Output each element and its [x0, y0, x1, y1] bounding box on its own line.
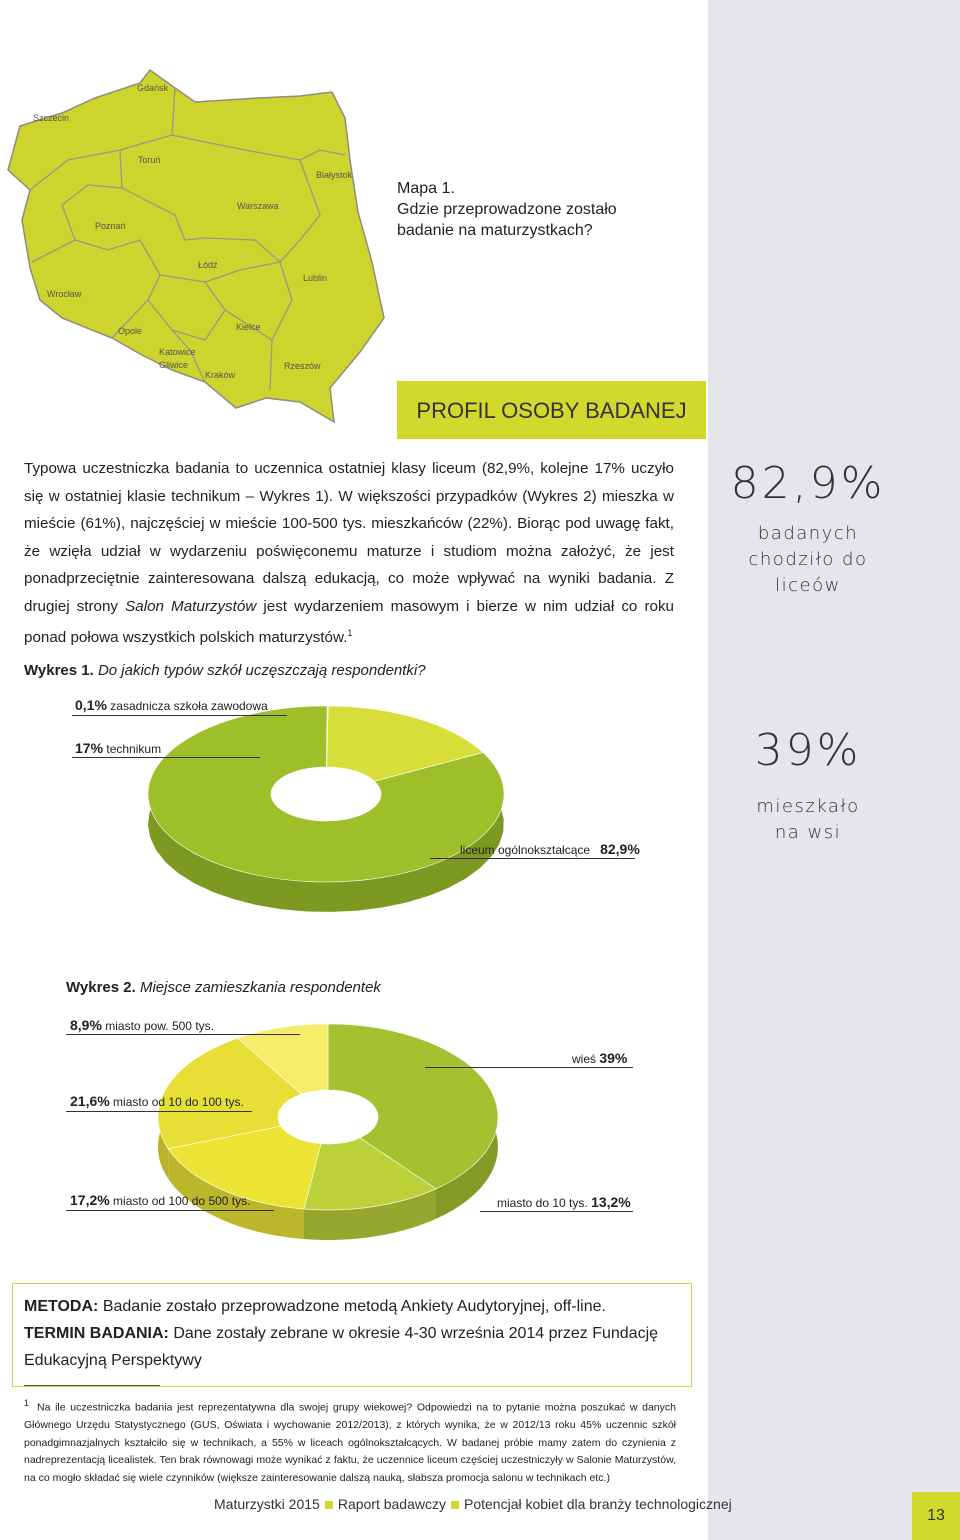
donut-hole — [278, 1090, 378, 1144]
footnote-ref: 1 — [347, 628, 353, 638]
chart2-label: 17,2% miasto od 100 do 500 tys. — [70, 1192, 251, 1208]
city-label: Katowice — [159, 347, 196, 357]
city-label: Łódź — [198, 260, 218, 270]
city-label: Opole — [118, 326, 143, 336]
footnote: $^1$ Na ile uczestniczka badania jest reprezentatywna dla swojej grupy wiekowej? Odpowiedzi na to pytanie można poszukać w danych Głównego Urzędu Statystycznego (GUS, Oświata i wychowanie 2012/2013), z których wynika, że w 2012/13 roku 45% uczennic szkół ponadgimnazjalnych kształciło się w technikach, a 55% w liceach ogólnokształcących. W badanej próbie mamy zatem do czynienia z nadreprezentacją licealistek. Ten brak równowagi może wynikać z faktu, że uczennice liceum częściej uczestniczyły w Salonie Maturzystów, na co mogło składać się wiele czynników (większe zainteresowanie dalszą nauką, słabsza promocja salonu w technikach etc.) — [24, 1398, 676, 1484]
stat-label: badanych chodziło do liceów — [748, 523, 868, 596]
method-text: METODA: Badanie zostało przeprowadzone metodą Ankiety Audytoryjnej, off-line. TERMIN BADANIA: Dane zostały zebrane w okresie 4-30 września 2014 przez Fundację Edukacyjną Perspektywy — [24, 1298, 659, 1369]
chart1-label: liceum ogólnokształcące 82,9% — [460, 841, 640, 857]
chart1-label: 0,1% zasadnicza szkoła zawodowa — [75, 697, 268, 713]
leader-line — [66, 1111, 252, 1112]
stat-label: mieszkało na wsi — [756, 796, 860, 843]
city-label: Kielce — [236, 322, 261, 332]
city-label: Gdańsk — [137, 83, 169, 93]
page-number: 13 — [912, 1492, 960, 1540]
city-label: Poznań — [95, 221, 126, 231]
chart1-title: Wykres 1. Do jakich typów szkół uczęszczają respondentki? — [24, 662, 426, 679]
city-label: Warszawa — [237, 201, 279, 211]
leader-line — [72, 757, 260, 758]
bullet-square-icon — [451, 1501, 459, 1509]
city-label: Rzeszów — [284, 361, 321, 371]
city-label: Białystok — [316, 170, 353, 180]
body-paragraph: Typowa uczestniczka badania to uczennica ostatniej klasy liceum (82,9%, kolejne 17% uczyło się w ostatniej klasie technikum – Wykres 1). W większości przypadków (Wykres 2) mieszka w mieście (61%), najczęściej w mieście 100-500 tys. mieszkańców (22%). Biorąc pod uwagę fakt, że wzięła udział w wydarzeniu poświęconemu maturze i studiom można założyć, że jest ponadprzeciętnie zainteresowana dalszą edukacją, co może wpływać na wyniki badania. Z drugiej strony Salon Maturzystów jest wydarzeniem masowym i bierze w nim udział co roku ponad połowa wszystkich polskich maturzystów.$^1$ — [24, 460, 675, 647]
city-label: Lublin — [303, 273, 328, 283]
donut-hole — [271, 767, 381, 821]
city-label: Wrocław — [47, 289, 82, 299]
leader-line — [72, 715, 287, 716]
bullet-square-icon — [325, 1501, 333, 1509]
city-label: Kraków — [205, 370, 236, 380]
leader-line — [66, 1210, 274, 1211]
city-label: Gliwice — [159, 360, 189, 370]
map-caption: Mapa 1. Gdzie przeprowadzone zostało badanie na maturzystkach? — [397, 180, 617, 239]
chart1-label: 17% technikum — [75, 740, 162, 756]
chart2-label: wieś 39% — [572, 1050, 628, 1066]
leader-line — [66, 1034, 300, 1035]
chart2-label: miasto do 10 tys. 13,2% — [497, 1194, 631, 1210]
leader-line — [480, 1211, 633, 1212]
chart2-label: 8,9% miasto pow. 500 tys. — [70, 1017, 214, 1033]
footnote-divider — [24, 1385, 160, 1386]
chart1-donut — [148, 706, 504, 912]
city-label: Toruń — [138, 155, 161, 165]
stat-value: 82,9% — [730, 458, 886, 509]
stat-value: 39% — [754, 725, 862, 776]
city-label: Szczecin — [33, 113, 70, 123]
chart2-label: 21,6% miasto od 10 do 100 tys. — [70, 1093, 244, 1109]
leader-line — [425, 1067, 633, 1068]
chart2-title: Wykres 2. Miejsce zamieszkania respondentek — [66, 979, 381, 996]
leader-line — [430, 858, 635, 859]
section-title: PROFIL OSOBY BADANEJ — [416, 398, 687, 423]
footer: Maturzystki 2015 Raport badawczy Potencjał kobiet dla branży technologicznej — [214, 1496, 732, 1512]
